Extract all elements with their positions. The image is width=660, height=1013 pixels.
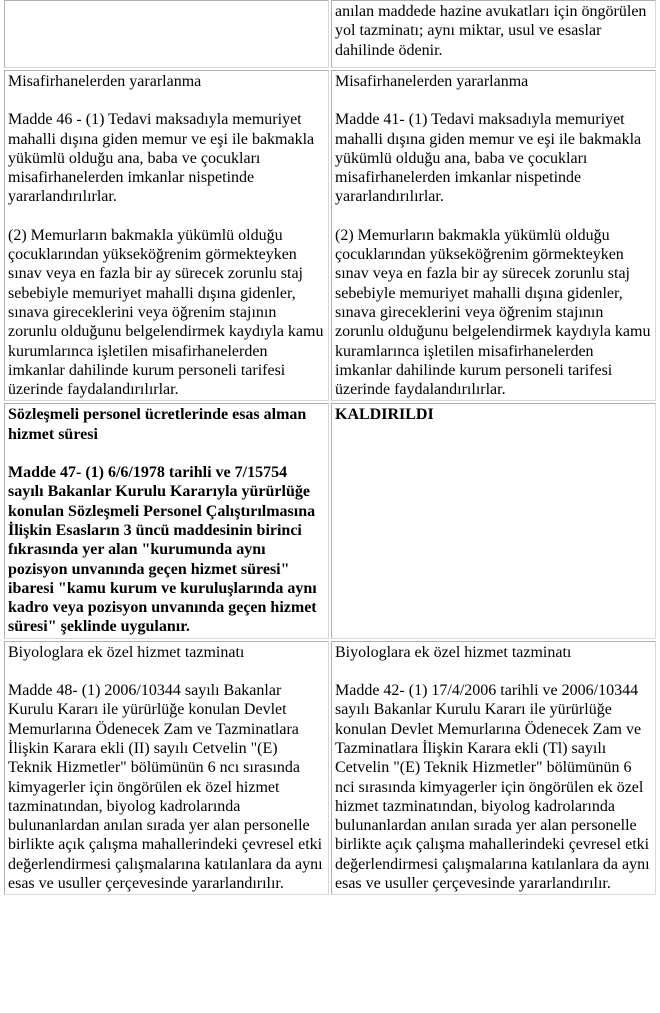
right-cell xyxy=(331,403,656,638)
table-row xyxy=(4,70,656,401)
article-paragraph: Madde 46 - (1) Tedavi maksadıyla memuriyet mahalli dışına giden memur ve eşi ile bakmakla yükümlü olduğu ana, baba ve çocukları misafirhanelerden imkanlar nispetinde yararlandırılırlar. xyxy=(8,111,315,206)
article-paragraph: (2) Memurların bakmakla yükümlü olduğu çocuklarından yükseköğrenim görmekteyken sınav veya en fazla bir ay sürecek zorunlu staj sebebiyle memuriyet mahalli dışına gidenler, sınava gireceklerini veya öğrenim stajının zorunlu olduğunu belgelendirmek kaydıyla kamu kurumlarınca işletilen misafirhanelerden imkanlar dahilinde kurum personeli tarifesi üzerinde faydalandırılırlar. xyxy=(8,226,324,399)
section-heading: Misafirhanelerden yararlanma xyxy=(8,73,202,90)
table-row xyxy=(4,403,656,638)
right-cell xyxy=(331,0,656,68)
table-row xyxy=(4,641,656,896)
right-cell xyxy=(331,641,656,896)
left-cell xyxy=(4,0,329,68)
section-heading: Misafirhanelerden yararlanma xyxy=(335,73,529,90)
section-heading: Biyologlara ek özel hizmet tazminatı xyxy=(335,643,572,661)
left-cell xyxy=(4,403,329,638)
section-heading: Biyologlara ek özel hizmet tazminatı xyxy=(8,643,245,661)
right-cell xyxy=(331,70,656,401)
table-row xyxy=(4,0,656,68)
article-paragraph: Madde 48- (1) 2006/10344 sayılı Bakanlar Kurulu Kararı ile yürürlüğe konulan Devlet Memurlarına Ödenecek Zam ve Tazminatlara İlişkin Karara ekli (II) sayılı Cetvelin "(E) Teknik Hizmetler" bölümünün 6 ncı sırasında kimyagerler için öngörülen ek özel hizmet tazminatından, biyolog kadrolarında bulunanlardan anılan sırada yer alan personelle birlikte açık çalışma mahallerindeki çevresel etki değerlendirmesi çalışmalarına katılanlara da aynı esas ve usuller çerçevesinde yararlandırılır. xyxy=(8,682,323,892)
section-heading: Sözleşmeli personel ücretlerinde esas alman hizmet süresi xyxy=(8,406,307,443)
continuation-text: anılan maddede hazine avukatları için öngörülen yol tazminatı; aynı miktar, usul ve esaslar dahilinde ödenir. xyxy=(335,3,647,59)
article-paragraph: (2) Memurların bakmakla yükümlü olduğu çocuklarından yükseköğrenim görmekteyken sınav veya en fazla bir ay sürecek zorunlu staj sebebiyle memuriyet mahalli dışına gidenler, sınava gireceklerini veya öğrenim stajının zorunlu olduğunu belgelendirmek kaydıyla kamu kuramlarınca işletilen misafirhanelerden imkanlar dahilinde kurum personeli tarifesi üzerinde faydalandırılırlar. xyxy=(335,226,651,399)
left-cell xyxy=(4,641,329,896)
repealed-label: KALDIRILDI xyxy=(335,406,434,424)
comparison-table xyxy=(2,0,658,897)
article-paragraph: Madde 47- (1) 6/6/1978 tarihli ve 7/15754 sayılı Bakanlar Kurulu Kararıyla yürürlüğe konulan Sözleşmeli Personel Çalıştırılmasına İlişkin Esasların 3 üncü maddesinin birinci fıkrasında yer alan "kurumunda aynı pozisyon unvanında geçen hizmet süresi" ibaresi "kamu kurum ve kuruluşlarında aynı kadro veya pozisyon unvanında geçen hizmet süresi" şeklinde uygulanır. xyxy=(8,464,317,636)
article-paragraph: Madde 42- (1) 17/4/2006 tarihli ve 2006/10344 sayılı Bakanlar Kurulu Kararı ile yürürlüğe konulan Devlet Memurlarına Ödenecek Zam ve Tazminatlara İlişkin Karara ekli (Tl) sayılı Cetvelin "(E) Teknik Hizmetler" bölümünün 6 nci sırasında kimyagerler için öngörülen ek özel hizmet tazminatından, biyolog kadrolarında bulunanlardan anılan sırada yer alan personelle birlikte açık çalışma mahallerindeki çevresel etki değerlendirmesi çalışmalarına katılanlara da aynı esas ve usuller çerçevesinde yararlandırılır. xyxy=(335,682,650,892)
left-cell xyxy=(4,70,329,401)
article-paragraph: Madde 41- (1) Tedavi maksadıyla memuriyet mahalli dışına giden memur ve eşi ile bakmakla yükümlü olduğu ana, baba ve çocukları misafirhanelerden imkanlar nispetinde yararlandırılırlar. xyxy=(335,111,642,206)
